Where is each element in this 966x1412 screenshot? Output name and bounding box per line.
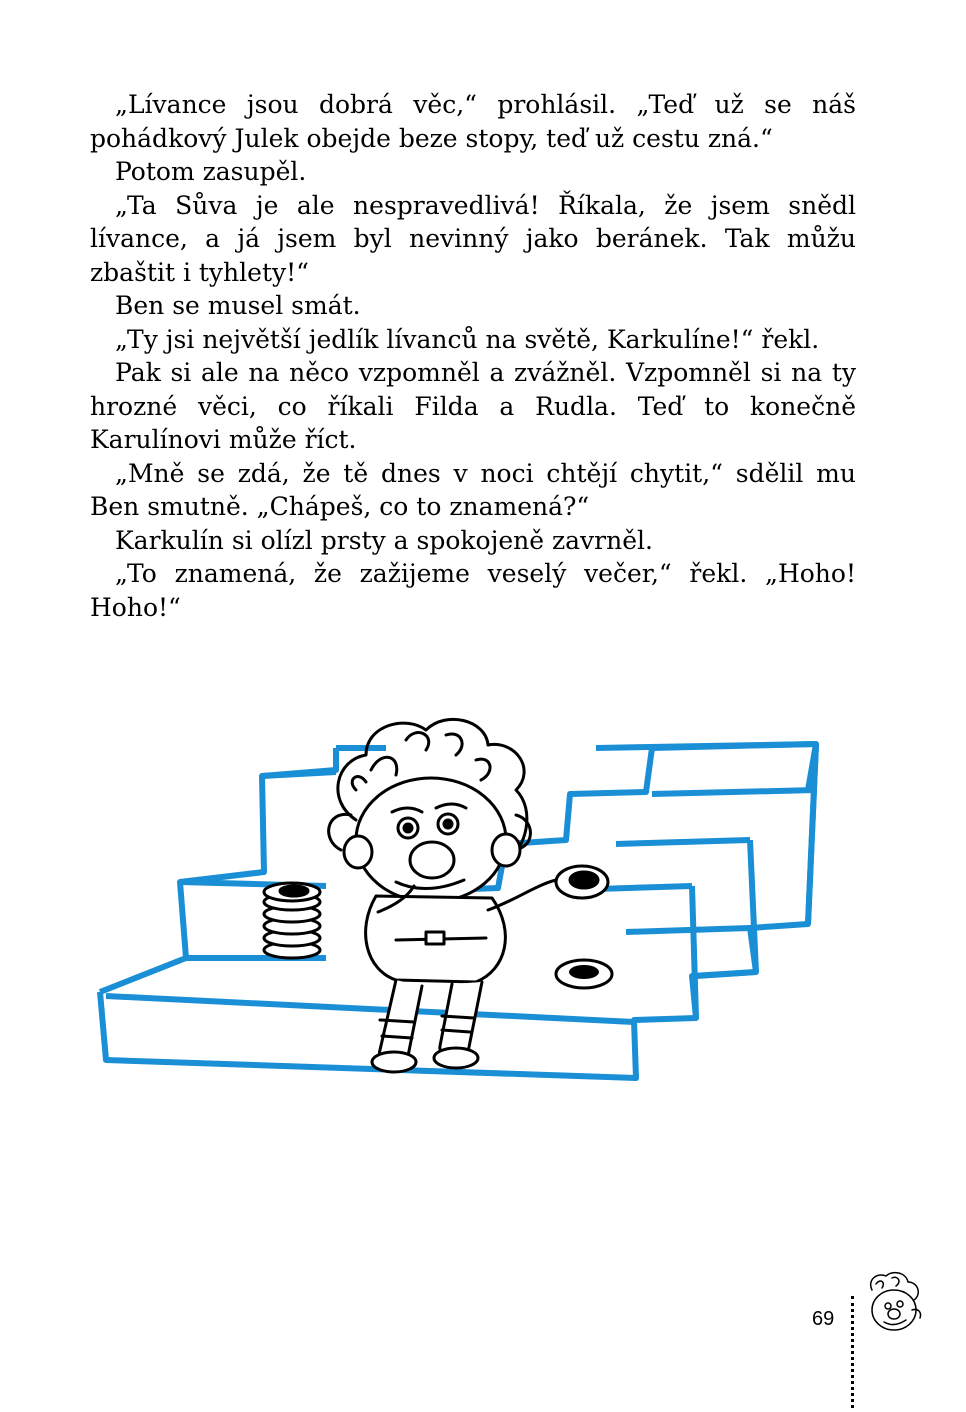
body-text <box>90 88 856 624</box>
paragraph: „Ty jsi největší jedlík lívanců na světě, Karkulíne!“ řekl. <box>115 324 820 354</box>
paragraph: Ben se musel smát. <box>115 291 361 320</box>
page-divider <box>851 1296 854 1408</box>
stairs-illustration <box>96 700 836 1100</box>
paragraph: Pak si ale na něco vzpomněl a zvážněl. Vzpomněl si na ty hrozné věci, co říkali Filda a Rudla. Teď to konečně Karulínovi může říct. <box>90 358 856 454</box>
paragraph: Potom zasupěl. <box>115 157 307 186</box>
paragraph: „To znamená, že zažijeme veselý večer,“ řekl. „Hoho! Hoho!“ <box>90 559 856 622</box>
pancake-stack <box>264 883 320 958</box>
paragraph: Karkulín si olízl prsty a spokojeně zavrněl. <box>115 525 653 555</box>
page-number: 69 <box>812 1308 835 1330</box>
pancake <box>556 960 612 988</box>
paragraph: „Mně se zdá, že tě dnes v noci chtějí chytit,“ sdělil mu Ben smutně. „Chápeš, co to znamená?“ <box>90 458 856 521</box>
paragraph: „Ta Sůva je ale nespravedlivá! Říkala, že jsem snědl lívance, a já jsem byl nevinný jako beránek. Tak můžu zbaštit i tyhlety!“ <box>90 190 856 287</box>
corner-character-emblem <box>862 1270 924 1340</box>
paragraph: „Lívance jsou dobrá věc,“ prohlásil. „Teď už se náš pohádkový Julek obejde beze stopy, teď už cestu zná.“ <box>90 90 856 153</box>
